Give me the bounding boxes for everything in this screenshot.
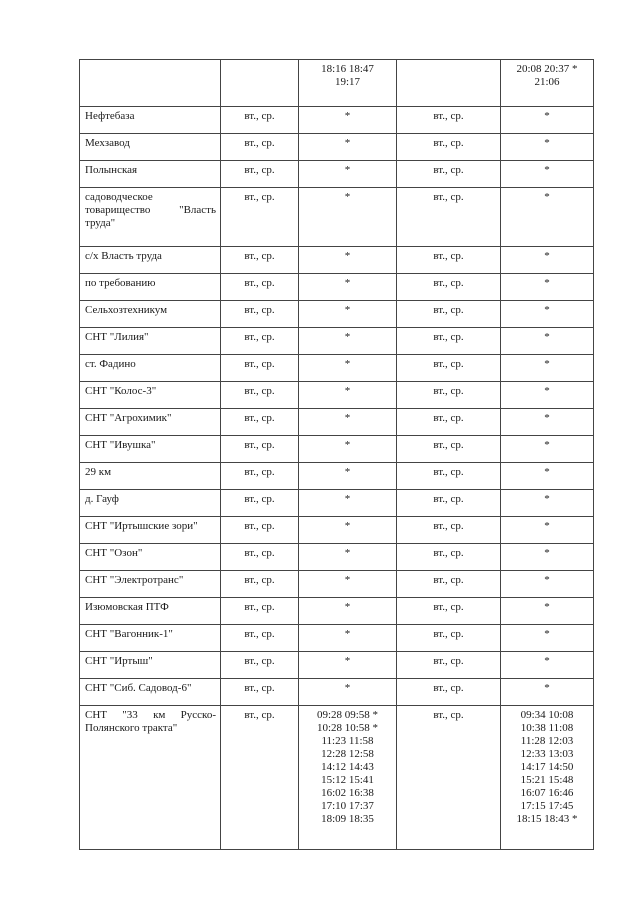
- header-times-cell-1: [299, 60, 397, 107]
- stop-name-cell: [80, 706, 221, 850]
- departure-mark-cell: *: [501, 409, 594, 436]
- days-cell: вт., ср.: [397, 107, 501, 134]
- departure-mark-cell: *: [299, 328, 397, 355]
- stop-name-cell: [80, 247, 221, 274]
- departure-times: 15:12 15:41: [321, 774, 374, 786]
- days-cell: вт., ср.: [397, 328, 501, 355]
- departure-mark-cell: *: [299, 188, 397, 247]
- days-cell: вт., ср.: [397, 652, 501, 679]
- departure-mark-cell: *: [299, 436, 397, 463]
- days-cell: вт., ср.: [397, 355, 501, 382]
- days-cell: вт., ср.: [397, 134, 501, 161]
- departure-mark-cell: *: [501, 679, 594, 706]
- days-cell: вт., ср.: [221, 544, 299, 571]
- stop-name-cell: [80, 463, 221, 490]
- departure-mark-cell: *: [299, 161, 397, 188]
- days-cell: вт., ср.: [221, 301, 299, 328]
- table-row: [80, 161, 594, 188]
- stop-name-cell: [80, 274, 221, 301]
- stop-name: СНТ "Иртыш": [85, 655, 153, 667]
- table-row: [80, 571, 594, 598]
- days-cell: вт., ср.: [221, 247, 299, 274]
- table-row: [80, 274, 594, 301]
- days-cell: вт., ср.: [221, 517, 299, 544]
- departure-mark-cell: *: [501, 544, 594, 571]
- departure-mark-cell: *: [501, 625, 594, 652]
- stop-name: СНТ "Иртышские зори": [85, 520, 198, 532]
- stop-name: Изюмовская ПТФ: [85, 601, 169, 613]
- days-cell: вт., ср.: [221, 274, 299, 301]
- header-time-line: 20:08 20:37 *: [516, 63, 578, 75]
- days-cell: вт., ср.: [221, 706, 299, 850]
- table-row: [80, 382, 594, 409]
- stop-name-cell: [80, 679, 221, 706]
- days-cell: вт., ср.: [397, 571, 501, 598]
- header-days-cell-1: [221, 60, 299, 107]
- stop-name-cell: [80, 134, 221, 161]
- days-cell: вт., ср.: [221, 328, 299, 355]
- table-row: [80, 598, 594, 625]
- days-cell: вт., ср.: [221, 134, 299, 161]
- stop-name: ст. Фадино: [85, 358, 136, 370]
- stop-name-cell: [80, 544, 221, 571]
- stop-name-cell: [80, 107, 221, 134]
- days-cell: вт., ср.: [397, 679, 501, 706]
- table-row: [80, 409, 594, 436]
- days-cell: вт., ср.: [221, 679, 299, 706]
- stop-name: Сельхозтехникум: [85, 304, 168, 316]
- days-cell: вт., ср.: [397, 436, 501, 463]
- table-row: [80, 490, 594, 517]
- stop-name-cell: [80, 490, 221, 517]
- table-row: [80, 679, 594, 706]
- stop-name-cell: [80, 382, 221, 409]
- departure-mark-cell: *: [501, 301, 594, 328]
- days-cell: вт., ср.: [221, 571, 299, 598]
- stop-name: СНТ "Электротранс": [85, 574, 184, 586]
- departure-times: 10:38 11:08: [520, 722, 574, 734]
- departure-mark-cell: *: [501, 328, 594, 355]
- header-time-line: 21:06: [534, 76, 560, 88]
- stop-name: СНТ "33 км Русско-Полянского тракта": [85, 709, 216, 734]
- departure-mark-cell: *: [501, 652, 594, 679]
- days-cell: вт., ср.: [397, 161, 501, 188]
- stop-name: СНТ "Колос-3": [85, 385, 157, 397]
- stop-name: с/х Власть труда: [85, 250, 162, 262]
- days-cell: вт., ср.: [221, 436, 299, 463]
- days-cell: вт., ср.: [221, 382, 299, 409]
- departure-mark-cell: *: [501, 517, 594, 544]
- days-cell: вт., ср.: [397, 409, 501, 436]
- table-row-last: [80, 706, 594, 850]
- departure-times: 10:28 10:58 *: [316, 722, 379, 734]
- departure-mark-cell: *: [299, 409, 397, 436]
- stop-name-cell: [80, 517, 221, 544]
- header-time-line: 18:16 18:47: [321, 63, 374, 75]
- days-cell: вт., ср.: [221, 652, 299, 679]
- days-cell: вт., ср.: [221, 625, 299, 652]
- stop-name: СНТ "Озон": [85, 547, 143, 559]
- departure-times: 11:28 12:03: [520, 735, 574, 747]
- stop-name: СНТ "Лилия": [85, 331, 149, 343]
- stop-name-cell: [80, 301, 221, 328]
- days-cell: вт., ср.: [221, 463, 299, 490]
- table-row: [80, 652, 594, 679]
- departure-times: 18:09 18:35: [321, 813, 374, 825]
- departure-mark-cell: *: [299, 679, 397, 706]
- departure-mark-cell: *: [299, 490, 397, 517]
- stop-name: СНТ "Вагонник-1": [85, 628, 173, 640]
- departure-times: 12:33 13:03: [520, 748, 574, 760]
- departure-mark-cell: *: [501, 382, 594, 409]
- departure-mark-cell: *: [299, 652, 397, 679]
- table-row: [80, 544, 594, 571]
- schedule-table: [79, 59, 594, 850]
- departure-mark-cell: *: [501, 107, 594, 134]
- table-row: [80, 247, 594, 274]
- departure-mark-cell: *: [501, 571, 594, 598]
- departure-mark-cell: *: [501, 274, 594, 301]
- departure-mark-cell: *: [299, 544, 397, 571]
- departure-times: 14:12 14:43: [321, 761, 374, 773]
- departure-mark-cell: *: [501, 188, 594, 247]
- departure-mark-cell: *: [299, 274, 397, 301]
- stop-name-cell: [80, 161, 221, 188]
- departure-mark-cell: *: [299, 463, 397, 490]
- header-days-cell-2: [397, 60, 501, 107]
- days-cell: вт., ср.: [221, 490, 299, 517]
- departure-times: 09:28 09:58 *: [316, 709, 379, 721]
- table-row: [80, 107, 594, 134]
- times-cell: [501, 706, 594, 850]
- days-cell: вт., ср.: [221, 161, 299, 188]
- departure-mark-cell: *: [299, 382, 397, 409]
- table-row: [80, 355, 594, 382]
- header-times-cell-2: [501, 60, 594, 107]
- table-row: [80, 134, 594, 161]
- departure-mark-cell: *: [501, 490, 594, 517]
- departure-times: 16:02 16:38: [321, 787, 374, 799]
- departure-mark-cell: *: [299, 355, 397, 382]
- table-row: [80, 301, 594, 328]
- departure-times: 17:15 17:45: [520, 800, 574, 812]
- table-row: [80, 463, 594, 490]
- stop-name-cell: [80, 571, 221, 598]
- stop-name: Мехзавод: [85, 137, 130, 149]
- times-cell: [299, 706, 397, 850]
- departure-mark-cell: *: [299, 107, 397, 134]
- departure-mark-cell: *: [501, 598, 594, 625]
- departure-mark-cell: *: [299, 598, 397, 625]
- table-row: [80, 517, 594, 544]
- days-cell: вт., ср.: [397, 598, 501, 625]
- departure-mark-cell: *: [501, 463, 594, 490]
- stop-name-cell: [80, 355, 221, 382]
- days-cell: вт., ср.: [397, 544, 501, 571]
- departure-mark-cell: *: [299, 134, 397, 161]
- departure-times: 17:10 17:37: [321, 800, 374, 812]
- days-cell: вт., ср.: [397, 517, 501, 544]
- departure-mark-cell: *: [299, 517, 397, 544]
- days-cell: вт., ср.: [221, 188, 299, 247]
- stop-name: д. Гауф: [85, 493, 119, 505]
- days-cell: вт., ср.: [397, 274, 501, 301]
- stop-name-cell: [80, 409, 221, 436]
- stop-name: СНТ "Ивушка": [85, 439, 156, 451]
- departure-mark-cell: *: [299, 301, 397, 328]
- days-cell: вт., ср.: [221, 598, 299, 625]
- departure-times: 14:17 14:50: [520, 761, 574, 773]
- days-cell: вт., ср.: [221, 355, 299, 382]
- table-row: [80, 188, 594, 247]
- schedule-body: [80, 60, 594, 850]
- departure-mark-cell: *: [501, 161, 594, 188]
- departure-mark-cell: *: [299, 247, 397, 274]
- stop-name-cell: [80, 188, 221, 247]
- days-cell: вт., ср.: [221, 409, 299, 436]
- departure-times: 12:28 12:58: [321, 748, 374, 760]
- stop-name-cell: [80, 598, 221, 625]
- stop-name-cell: [80, 652, 221, 679]
- table-row: [80, 328, 594, 355]
- stop-name: Полынская: [85, 164, 138, 176]
- days-cell: вт., ср.: [397, 463, 501, 490]
- departure-mark-cell: *: [501, 355, 594, 382]
- departure-times: 11:23 11:58: [321, 735, 374, 747]
- days-cell: вт., ср.: [397, 382, 501, 409]
- departure-mark-cell: *: [299, 625, 397, 652]
- departure-times: 09:34 10:08: [520, 709, 574, 721]
- stop-name: СНТ "Сиб. Садовод-6": [85, 682, 192, 694]
- header-stop-cell: [80, 60, 221, 107]
- stop-name-cell: [80, 625, 221, 652]
- stop-name-cell: [80, 436, 221, 463]
- days-cell: вт., ср.: [397, 301, 501, 328]
- departure-mark-cell: *: [501, 134, 594, 161]
- departure-mark-cell: *: [299, 571, 397, 598]
- days-cell: вт., ср.: [397, 247, 501, 274]
- stop-name: СНТ "Агрохимик": [85, 412, 172, 424]
- departure-mark-cell: *: [501, 436, 594, 463]
- header-time-line: 19:17: [334, 76, 361, 88]
- table-row: [80, 436, 594, 463]
- departure-times: 18:15 18:43 *: [516, 813, 578, 825]
- departure-times: 15:21 15:48: [520, 774, 574, 786]
- stop-name: садоводческое товарищество "Власть труда": [85, 191, 216, 229]
- days-cell: вт., ср.: [397, 490, 501, 517]
- table-row: [80, 625, 594, 652]
- stop-name-cell: [80, 328, 221, 355]
- days-cell: вт., ср.: [397, 706, 501, 850]
- departure-times: 16:07 16:46: [520, 787, 574, 799]
- stop-name: 29 км: [85, 466, 112, 478]
- departure-mark-cell: *: [501, 247, 594, 274]
- stop-name: Нефтебаза: [85, 110, 135, 122]
- days-cell: вт., ср.: [397, 625, 501, 652]
- header-row: [80, 60, 594, 107]
- days-cell: вт., ср.: [221, 107, 299, 134]
- days-cell: вт., ср.: [397, 188, 501, 247]
- stop-name: по требованию: [85, 277, 156, 289]
